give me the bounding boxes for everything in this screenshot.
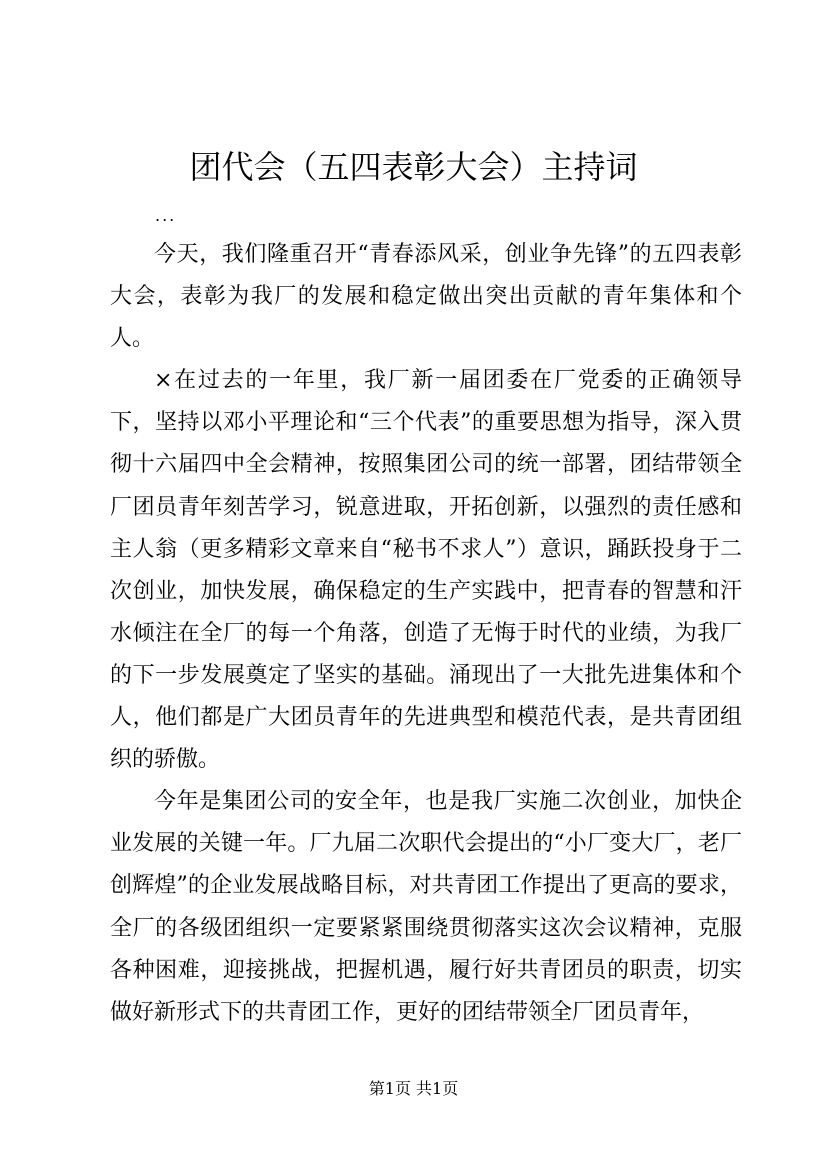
- document-title: 团代会（五四表彰大会）主持词: [189, 148, 638, 186]
- ellipsis-marker: ...: [155, 206, 177, 225]
- paragraph-1: 今天，我们隆重召开“青春添风采，创业争先锋”的五四表彰大会，表彰为我厂的发展和稳定做出突出贡献的青年集体和个人。: [110, 242, 742, 352]
- page-footer: 第1页 共1页: [368, 1079, 459, 1098]
- document-body: [110, 234, 742, 1034]
- paragraph-3: 今年是集团公司的安全年，也是我厂实施二次创业，加快企业发展的关键一年。厂九届二次职代会提出的“小厂变大厂，老厂创辉煌”的企业发展战略目标，对共青团工作提出了更高的要求，全厂的各级团组织一定要紧紧围绕贯彻落实这次会议精神，克服各种困难，迎接挑战，把握机遇，履行好共青团员的职责，切实做好新形式下的共青团工作，更好的团结带领全厂团员青年，: [110, 789, 742, 1025]
- paragraph-2: ×在过去的一年里，我厂新一届团委在厂党委的正确领导下，坚持以邓小平理论和“三个代表”的重要思想为指导，深入贯彻十六届四中全会精神，按照集团公司的统一部署，团结带领全厂团员青年刻苦学习，锐意进取，开拓创新，以强烈的责任感和主人翁（更多精彩文章来自“秘书不求人”）意识，踊跃投身于二次创业，加快发展，确保稳定的生产实践中，把青春的智慧和汗水倾注在全厂的每一个角落，创造了无悔于时代的业绩，为我厂的下一步发展奠定了坚实的基础。涌现出了一大批先进集体和个人，他们都是广大团员青年的先进典型和模范代表，是共青团组织的骄傲。: [110, 368, 742, 773]
